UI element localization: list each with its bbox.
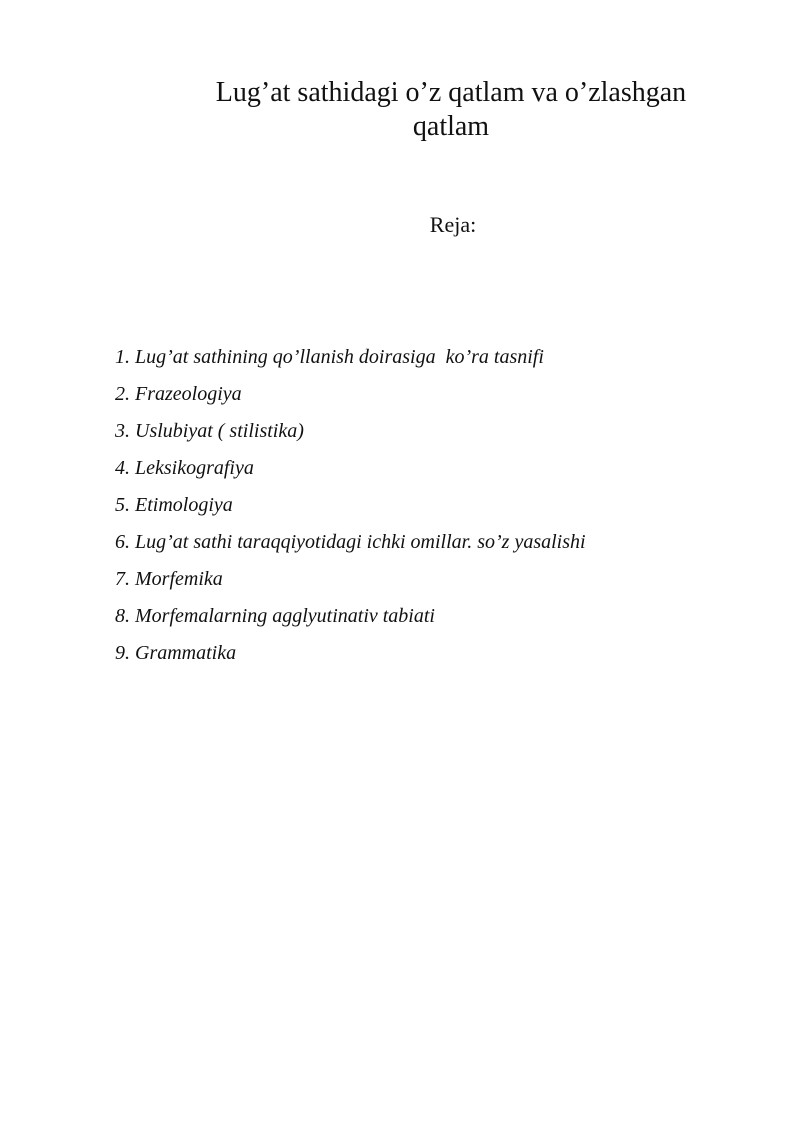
plan-item: 8. Morfemalarning agglyutinativ tabiati — [115, 605, 435, 627]
plan-item: 7. Morfemika — [115, 568, 223, 590]
plan-item: 3. Uslubiyat ( stilistika) — [115, 420, 304, 442]
plan-item: 1. Lug’at sathining qo’llanish doirasiga ko’ra tasnifi — [115, 346, 544, 368]
plan-item: 4. Leksikografiya — [115, 457, 254, 479]
plan-item: 6. Lug’at sathi taraqqiyotidagi ichki omillar. so’z yasalishi — [115, 531, 586, 553]
plan-item: 5. Etimologiya — [115, 494, 233, 516]
plan-list — [115, 339, 586, 672]
plan-item: 2. Frazeologiya — [115, 383, 242, 405]
plan-item: 9. Grammatika — [115, 642, 237, 664]
document-title: Lug’at sathidagi o’z qatlam va o’zlashgan qatlam — [215, 77, 687, 142]
plan-heading: Reja: — [429, 212, 477, 237]
